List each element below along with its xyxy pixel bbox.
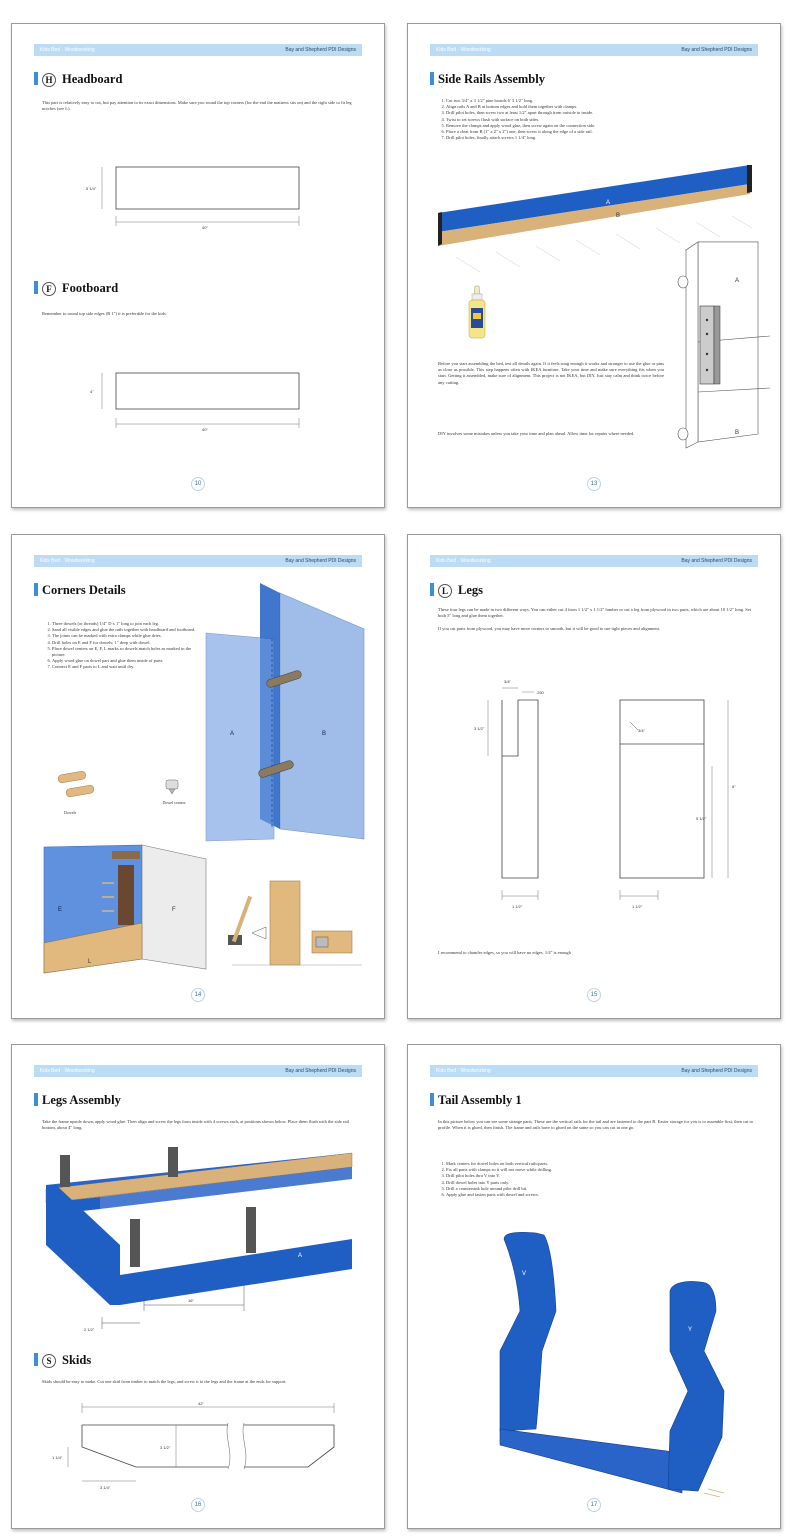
footboard-height-dim: 4" <box>90 389 94 394</box>
legs-title: Legs <box>458 583 483 597</box>
dowel-centers-caption: Dowel centers <box>162 800 186 805</box>
page-15 <box>407 534 781 1019</box>
tail-assembly-title: Tail Assembly 1 <box>438 1093 522 1107</box>
section-title-footboard <box>34 281 118 296</box>
step: 3. Drill pilot holes, then screw two at least 1/2" apart through from outside to inside. <box>446 110 758 116</box>
tail-assembly-illustration <box>492 1231 742 1521</box>
detail-label-b: B <box>735 430 740 436</box>
legs-offset-dim: 2 1/2" <box>84 1327 95 1332</box>
header-left: Kids Bed · Woodworking <box>40 1068 95 1074</box>
rail-bracket-detail <box>670 242 778 482</box>
legs-text-2: If you cut parts from plywood, you may have more corners to smooth, but it will be good to use tight pieces and alignment. <box>438 626 660 631</box>
footboard-width-dim: 40" <box>202 427 208 432</box>
part-letter-badge: L <box>438 584 452 598</box>
legs-gap-dim: 16" <box>188 1298 194 1303</box>
header-right: Bay and Shepherd PDI Designs <box>285 47 356 53</box>
step: 4. Drill dowel holes into Y parts only. <box>446 1180 758 1186</box>
leg-dim-width-right: 1 1/2" <box>632 904 643 909</box>
step: 3. The joints can be marked with extra clamps while glue dries. <box>52 633 202 639</box>
page-number: 17 <box>408 1498 780 1512</box>
corner-label-a: A <box>230 731 235 737</box>
skid-drawing <box>48 1397 358 1497</box>
skid-side-dim: 1 1/4" <box>52 1455 63 1460</box>
side-rails-steps <box>438 98 758 141</box>
page-10 <box>11 23 385 508</box>
step: 2. Align rails A and B at bottom edges and hold them together with clamps. <box>446 104 758 110</box>
section-title-legs-assembly <box>34 1093 121 1108</box>
part-letter-badge: S <box>42 1354 56 1368</box>
corners-steps <box>44 621 202 671</box>
section-marker-icon <box>34 583 38 596</box>
step: 6. Apply wood glue on dowel part and glue them inside of parts. <box>52 658 202 664</box>
step: 2. Sand all visible edges and glue the rails together with headboard and footboard. <box>52 627 202 633</box>
skid-height-dim: 3 1/2" <box>160 1445 171 1450</box>
section-marker-icon <box>430 1093 434 1106</box>
page-number: 10 <box>12 477 384 491</box>
tail-label-y: Y <box>688 1327 693 1333</box>
section-marker-icon <box>34 281 38 294</box>
header-right: Bay and Shepherd PDI Designs <box>285 558 356 564</box>
headboard-drawing <box>82 164 322 244</box>
header-right: Bay and Shepherd PDI Designs <box>681 47 752 53</box>
assembly-label-e: E <box>58 907 63 913</box>
step: 1. Mark centers for dowel holes on both vertical rails/parts. <box>446 1161 758 1167</box>
wood-glue-icon <box>466 286 488 340</box>
legs-assembly-illustration <box>40 1145 380 1345</box>
section-marker-icon <box>430 72 434 85</box>
page-number: 13 <box>408 477 780 491</box>
part-letter-badge: H <box>42 73 56 87</box>
section-title-tail-assembly <box>430 1093 522 1108</box>
dowels-caption: Dowels <box>64 810 77 815</box>
legs-text: These four legs can be made in two different ways. You can either cut 4 from 1 1/2" x 1 1/2" lumber or cut a leg from plywood in two parts, which are about 10 1/2" long. Set both 5" long and glue them together. <box>438 607 751 619</box>
step: 4. Drill holes on E and F for dowels; 1" deep with dowel. <box>52 640 202 646</box>
legs-assembly-title: Legs Assembly <box>42 1093 121 1107</box>
leg-drawing-left <box>468 670 558 930</box>
page-number: 16 <box>12 1498 384 1512</box>
skids-text: Skids should be easy to make. Cut one skid from timber to match the legs, and screw it to the legs and the frame at the ends for support. <box>42 1379 287 1384</box>
page-header <box>34 44 362 56</box>
step: 6. Apply glue and fasten parts with dowel and screws. <box>446 1192 758 1198</box>
step: 4. Twist to set screws flush with surface on both sides. <box>446 117 758 123</box>
rail-label-a: A <box>606 200 611 206</box>
tail-label-v: V <box>522 1271 527 1277</box>
page-number: 14 <box>12 988 384 1002</box>
part-letter-badge: F <box>42 282 56 296</box>
page-16 <box>11 1044 385 1529</box>
page-header <box>430 1065 758 1077</box>
leg-dim-height: 8" <box>732 784 736 789</box>
section-title-skids <box>34 1353 91 1368</box>
detail-label-a: A <box>735 278 740 284</box>
section-title-headboard <box>34 72 122 87</box>
leg-dim-top: 3/4" <box>504 679 511 684</box>
hammer-dowel-illustration <box>222 875 370 975</box>
corner-joint-illustration <box>204 579 366 839</box>
side-rails-title: Side Rails Assembly <box>438 72 545 86</box>
tail-assembly-steps <box>438 1161 758 1198</box>
header-left: Kids Bed · Woodworking <box>40 47 95 53</box>
side-rails-note: Before you start assembling the bed, test all details again. If it feels snug enough it works and stronger to use the glue or pins as close as possible. This step happens often with IKEA furniture. Take your time and make sure everything fits when you start. Getting it assembled, make sure of alignment. This project is not IKEA, but DIY. Just stay calm and think twice before any cutting. <box>438 361 664 385</box>
corner-assembly-illustration <box>42 839 208 973</box>
step: 1. Cut two 3/4" x 3 1/2" pine boards 6' 3 1/2" long. <box>446 98 758 104</box>
legs-footer-text: I recommend to chamfer edges, so you will have no edges. 1/4" is enough <box>438 950 571 955</box>
section-title-side-rails <box>430 72 545 87</box>
section-marker-icon <box>34 1353 38 1366</box>
section-marker-icon <box>430 583 434 596</box>
dowel-center-icon <box>162 777 182 797</box>
side-rails-note-2: DIY involves some mistakes unless you take your time and plan ahead. Allow time for repairs where needed. <box>438 431 635 436</box>
legs-assembly-text: Take the frame upside down, apply wood glue. Then align and screw the legs from inside with 4 screws each, at positions shown below. Place them flush with the side rail bottom, about 4" long. <box>42 1119 349 1131</box>
page-header <box>34 555 362 567</box>
dowels-icon <box>54 767 104 807</box>
headboard-title: Headboard <box>62 72 123 86</box>
header-left: Kids Bed · Woodworking <box>436 1068 491 1074</box>
step: 5. Drill a countersink hole around pilot drill bit. <box>446 1186 758 1192</box>
section-marker-icon <box>34 1093 38 1106</box>
corner-label-b: B <box>322 731 327 737</box>
assembly-label-f: F <box>172 907 176 913</box>
tail-assembly-text: In this picture below you can see some strange parts. These are the vertical rails for the tail and are fastened to the part B. Easier storage for you is to assemble first, then cut to profile. When it is glued, then finish. The frame and rails have to glued on the same so you can cut in one go. <box>438 1119 754 1131</box>
headboard-text: This part is relatively easy to cut, but pay attention to its exact dimensions. Make sure you round the top corners (for the end the mattress sits on) and the right side to fit leg notches (see L). <box>42 100 352 112</box>
leg-dim-notch: .250 <box>536 690 544 695</box>
header-left: Kids Bed · Woodworking <box>436 558 491 564</box>
skids-title: Skids <box>62 1353 92 1367</box>
footboard-title: Footboard <box>62 281 119 295</box>
step: 1. Three dowels (or threads) 1/4" D x 1" long to join each leg. <box>52 621 202 627</box>
page-header <box>430 44 758 56</box>
skid-length-dim: 42" <box>198 1401 204 1406</box>
step: 5. Remove the clamps and apply wood glue, then screw again on the connection side. <box>446 123 758 129</box>
page-13 <box>407 23 781 508</box>
page-number: 15 <box>408 988 780 1002</box>
page-17 <box>407 1044 781 1529</box>
page-header <box>34 1065 362 1077</box>
step: 3. Drill pilot holes thru V into Y. <box>446 1173 758 1179</box>
section-marker-icon <box>34 72 38 85</box>
corners-title: Corners Details <box>42 583 126 597</box>
headboard-width-dim: 40" <box>202 225 208 230</box>
leg-dim-notch-height: 3 1/2" <box>474 726 485 731</box>
header-left: Kids Bed · Woodworking <box>40 558 95 564</box>
footboard-text: Remember to round top side edges (R 1") it is preferable for the kids. <box>42 311 167 316</box>
step: 7. Drill pilot holes, finally attach screws 1 1/4" long. <box>446 135 758 141</box>
leg-drawing-right <box>608 670 758 930</box>
leg-dim-lower: 5 1/2" <box>696 816 707 821</box>
header-left: Kids Bed · Woodworking <box>436 47 491 53</box>
headboard-height-dim: 5 1/4" <box>86 186 97 191</box>
leg-dim-angle: 3/4" <box>638 728 645 733</box>
section-title-corners <box>34 583 126 598</box>
step: 2. Fix all parts with clamps so it will not move while drilling. <box>446 1167 758 1173</box>
footboard-drawing <box>82 370 322 440</box>
header-right: Bay and Shepherd PDI Designs <box>681 1068 752 1074</box>
section-title-legs <box>430 583 483 598</box>
rail-label-b: B <box>616 213 621 219</box>
legs-assembly-label-a: A <box>298 1253 303 1259</box>
leg-dim-width-left: 1 1/2" <box>512 904 523 909</box>
page-14 <box>11 534 385 1019</box>
header-right: Bay and Shepherd PDI Designs <box>681 558 752 564</box>
header-right: Bay and Shepherd PDI Designs <box>285 1068 356 1074</box>
page-header <box>430 555 758 567</box>
step: 6. Place a cleat from B (1" x 2" x 2") one, then screw it along the edge of a side rail. <box>446 129 758 135</box>
step: 5. Place dowel centers on E, F, L marks so dowels match holes as marked in the picture. <box>52 646 202 658</box>
step: 7. Connect E and F parts to L and wait until dry. <box>52 664 202 670</box>
assembly-label-l: L <box>88 959 92 965</box>
skid-bevel-dim: 3 1/4" <box>100 1485 111 1490</box>
